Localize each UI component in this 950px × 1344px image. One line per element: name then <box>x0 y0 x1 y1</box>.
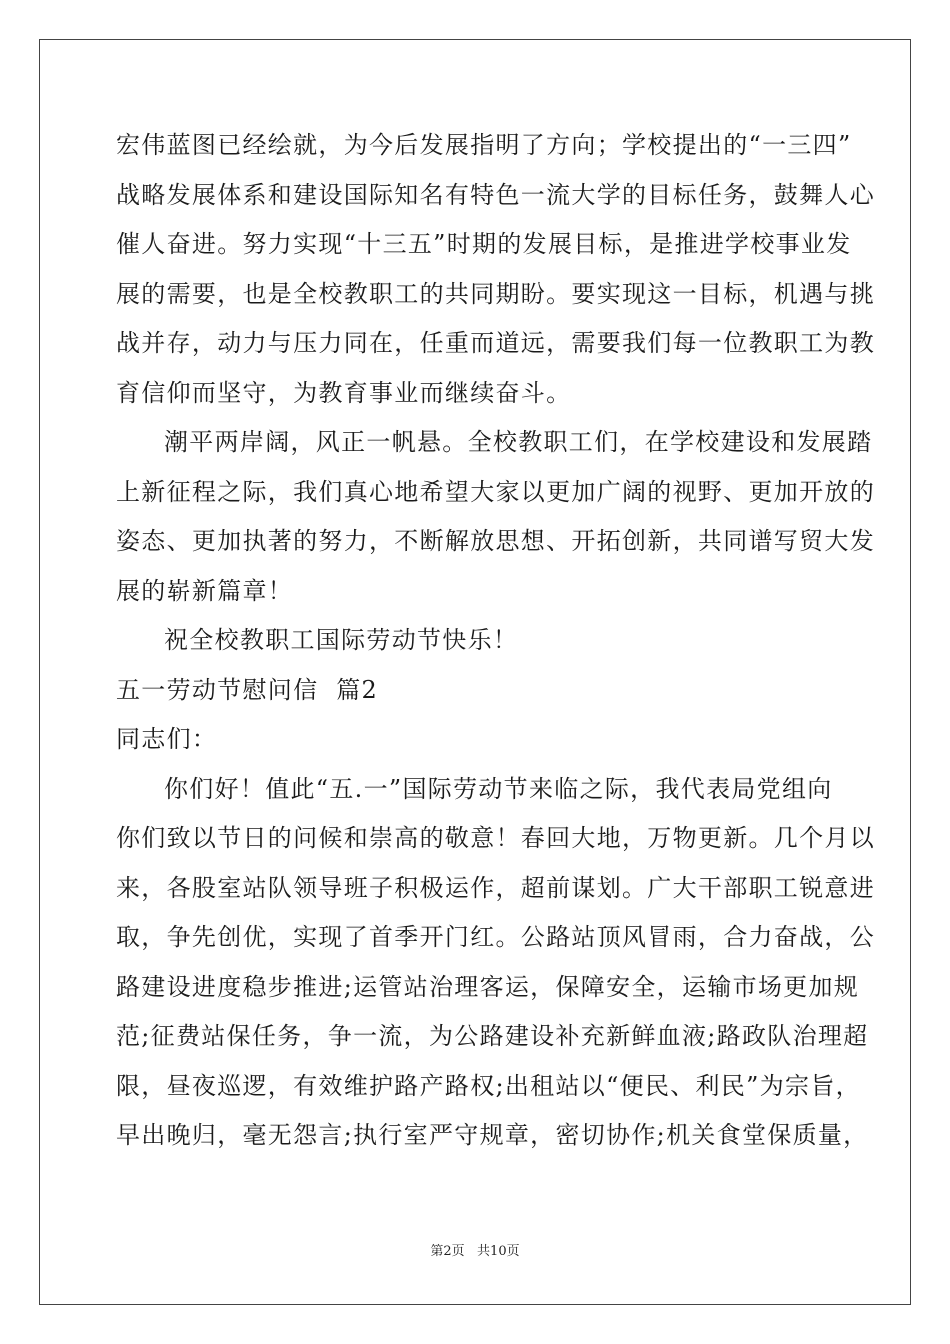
text-line: 你们致以节日的问候和崇高的敬意！春回大地，万物更新。几个月以 <box>116 824 875 852</box>
text-line: 催人奋进。努力实现“十三五”时期的发展目标，是推进学校事业发 <box>116 230 852 258</box>
text-line: 路建设进度稳步推进;运管站治理客运，保障安全，运输市场更加规 <box>116 972 860 1001</box>
section-title: 五一劳动节慰问信 篇2 <box>116 675 379 704</box>
text-line: 来，各股室站队领导班子积极运作，超前谋划。广大干部职工锐意进 <box>116 873 875 902</box>
text-line: 取，争先创优，实现了首季开门红。公路站顶风冒雨，合力奋战，公 <box>116 923 875 951</box>
text-line: 你们好！值此“五.一”国际劳动节来临之际，我代表局党组向 <box>164 774 833 803</box>
text-line: 上新征程之际，我们真心地希望大家以更加广阔的视野、更加开放的 <box>116 477 875 506</box>
text-line: 育信仰而坚守，为教育事业而继续奋斗。 <box>116 378 572 407</box>
text-line: 展的需要，也是全校教职工的共同期盼。要实现这一目标，机遇与挑 <box>116 279 875 308</box>
text-line: 范;征费站保任务，争一流，为公路建设补充新鲜血液;路政队治理超 <box>116 1022 869 1050</box>
text-line: 潮平两岸阔，风正一帆悬。全校教职工们，在学校建设和发展踏 <box>164 428 873 456</box>
text-line: 展的崭新篇章！ <box>116 576 294 605</box>
text-line: 姿态、更加执著的努力，不断解放思想、开拓创新，共同谱写贸大发 <box>116 527 875 555</box>
page-footer: 第2页 共10页 <box>430 1244 520 1259</box>
paragraph-1 <box>116 125 875 422</box>
document-body <box>116 125 875 1165</box>
salutation: 同志们： <box>116 725 218 753</box>
text-line: 早出晚归，毫无怨言;执行室严守规章，密切协作;机关食堂保质量， <box>116 1121 869 1149</box>
text-line: 战略发展体系和建设国际知名有特色一流大学的目标任务，鼓舞人心 <box>116 180 875 209</box>
text-line: 限，昼夜巡逻，有效维护路产路权;出租站以“便民、利民”为宗旨， <box>116 1071 861 1100</box>
closing-line: 祝全校教职工国际劳动节快乐！ <box>164 626 519 654</box>
paragraph-2 <box>116 422 875 620</box>
text-line: 宏伟蓝图已经绘就，为今后发展指明了方向；学校提出的“一三四” <box>116 131 852 159</box>
text-line: 战并存，动力与压力同在，任重而道远，需要我们每一位教职工为教 <box>116 329 875 357</box>
paragraph-3 <box>116 769 875 1165</box>
